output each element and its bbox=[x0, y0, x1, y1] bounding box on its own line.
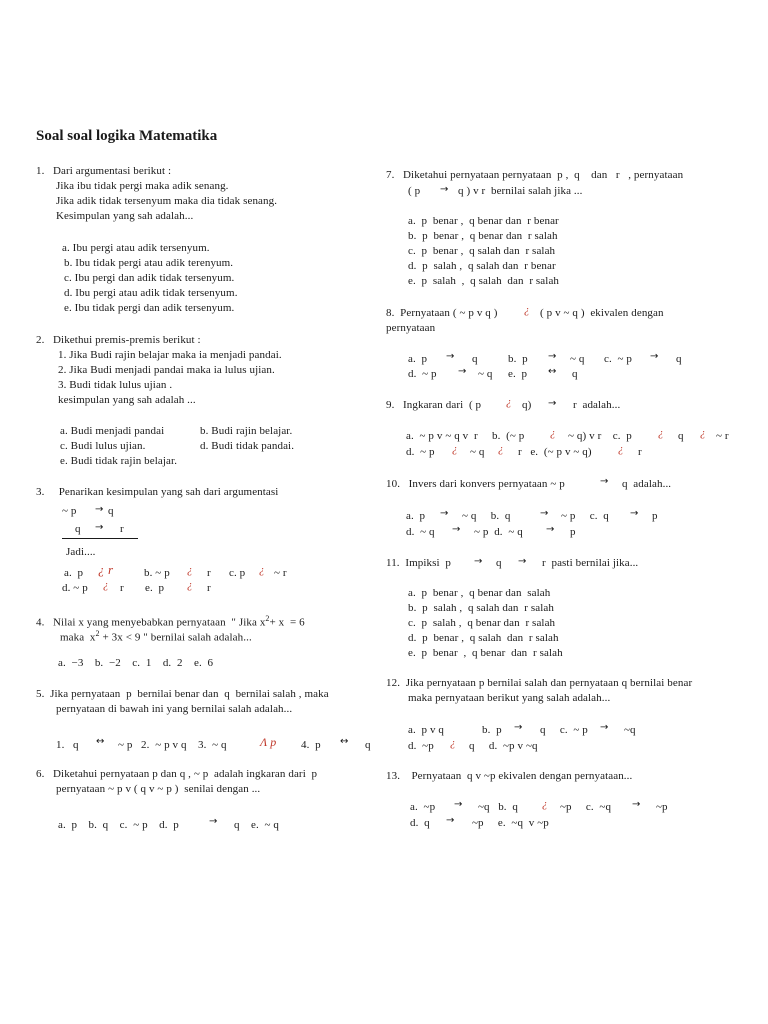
q10-row1-b: ~ q b. q bbox=[462, 510, 511, 522]
and-symbol-icon: ¿ bbox=[542, 798, 548, 810]
and-symbol-icon: ¿ bbox=[700, 427, 706, 439]
q11-stem: 11. Impiksi p bbox=[386, 557, 451, 569]
q3-premise-left: q bbox=[75, 523, 81, 535]
q9-row2: d. ~ p bbox=[406, 446, 435, 458]
q13-row1-d: ~p bbox=[656, 801, 668, 813]
q4-stem: 4. Nilai x yang menyebabkan pernyataan " Jika $x^2+ x = 6$ bbox=[36, 614, 305, 629]
q9-row2-b: ~ q bbox=[470, 446, 485, 458]
q5-line2: pernyataan di bawah ini yang bernilai salah adalah... bbox=[56, 703, 293, 715]
arrow-icon: → bbox=[474, 556, 483, 567]
q3-option-e: e. p bbox=[145, 582, 165, 594]
q7-option-c: c. p benar , q salah dan r salah bbox=[408, 245, 556, 257]
q10-row2-b: ~ p d. ~ q bbox=[474, 526, 523, 538]
arrow-icon: → bbox=[95, 504, 104, 515]
q7-option-a: a. p benar , q benar dan r benar bbox=[408, 215, 559, 227]
q9-row1-c: q bbox=[678, 430, 684, 442]
and-symbol-icon: ¿ bbox=[550, 427, 556, 439]
arrow-icon: → bbox=[440, 184, 449, 195]
and-symbol-icon: ¿ bbox=[506, 396, 512, 408]
arrow-icon: → bbox=[446, 815, 455, 826]
q10-row2-c: p bbox=[570, 526, 576, 538]
q9-row1: a. ~ p v ~ q v r b. (~ p bbox=[406, 430, 525, 442]
q3-option-d: d. ~ p bbox=[62, 582, 88, 594]
q9-stem-mid: q) bbox=[522, 399, 532, 411]
q8-line2: pernyataan bbox=[386, 322, 436, 334]
q5-options-mid: ~ p 2. ~ p v q 3. ~ q bbox=[118, 739, 227, 751]
q1-ask: Kesimpulan yang sah adalah... bbox=[56, 210, 194, 222]
q3-option-d-tail: r bbox=[120, 582, 124, 594]
q3-option-b-tail: r bbox=[207, 567, 211, 579]
q4-line2: maka $x^2 + 3x < 9$ " bernilai salah adalah... bbox=[60, 629, 252, 644]
and-symbol-icon: ¿ bbox=[450, 737, 456, 749]
q13-row1-c: ~p c. ~q bbox=[560, 801, 612, 813]
q12-stem: 12. Jika pernyataan p bernilai salah dan pernyataan q bernilai benar bbox=[386, 677, 693, 689]
and-symbol-icon: ¿ bbox=[103, 579, 109, 591]
q1-option-a: a. Ibu pergi atau adik tersenyum. bbox=[62, 242, 210, 254]
q6-options-tail: q e. ~ q bbox=[234, 819, 280, 831]
q8-option-a: a. p bbox=[408, 353, 428, 365]
q2-option-b: b. Budi rajin belajar. bbox=[200, 425, 293, 437]
q5-stem: 5. Jika pernyataan p bernilai benar dan q bernilai salah , maka bbox=[36, 688, 329, 700]
q7-option-e: e. p salah , q salah dan r salah bbox=[408, 275, 560, 287]
and-symbol-icon: ¿ bbox=[498, 443, 504, 455]
q1-option-e: e. Ibu tidak pergi dan adik tersenyum. bbox=[64, 302, 235, 314]
and-symbol-icon: ¿ bbox=[524, 304, 530, 316]
q1-option-c: c. Ibu pergi dan adik tidak tersenyum. bbox=[64, 272, 235, 284]
q2-option-c: c. Budi lulus ujian. bbox=[60, 440, 146, 452]
q8-option-d: d. ~ p bbox=[408, 368, 437, 380]
q9-row1-d: ~ r bbox=[716, 430, 729, 442]
q12-row1-b: b. p bbox=[482, 724, 502, 736]
q7-stem: 7. Diketahui pernyataan pernyataan p , q dan r , pernyataan bbox=[386, 169, 684, 181]
biconditional-icon: ↔ bbox=[548, 366, 557, 377]
q10-row1-d: p bbox=[652, 510, 658, 522]
arrow-icon: → bbox=[446, 351, 455, 362]
q1-stem: 1. Dari argumentasi berikut : bbox=[36, 165, 172, 177]
q4-options: a. −3 b. −2 c. 1 d. 2 e. 6 bbox=[58, 657, 214, 669]
and-symbol-icon: ¿ bbox=[187, 564, 193, 576]
arrow-icon: → bbox=[454, 799, 463, 810]
q3-premise-left: ~ p bbox=[62, 505, 77, 517]
q12-row1-c: q c. ~ p bbox=[540, 724, 588, 736]
and-symbol-icon: ¿ bbox=[452, 443, 458, 455]
q12-row2-a: d. ~p bbox=[408, 740, 434, 752]
and-symbol-icon: ¿ bbox=[259, 564, 265, 576]
q7-line2-tail: q ) v r bernilai salah jika ... bbox=[458, 185, 583, 197]
arrow-icon: → bbox=[458, 366, 467, 377]
q3-option-b: b. ~ p bbox=[144, 567, 170, 579]
q2-option-d: d. Budi tidak pandai. bbox=[200, 440, 295, 452]
arrow-icon: → bbox=[209, 816, 218, 827]
q9-stem-tail: r adalah... bbox=[573, 399, 621, 411]
q10-stem: 10. Invers dari konvers pernyataan ~ p bbox=[386, 478, 565, 490]
q1-option-d: d. Ibu pergi atau adik tidak tersenyum. bbox=[64, 287, 238, 299]
q13-row1-b: ~q b. q bbox=[478, 801, 518, 813]
q3-option-e-tail: r bbox=[207, 582, 211, 594]
q10-row1-c: ~ p c. q bbox=[561, 510, 609, 522]
q8-option-e-tail: q bbox=[572, 368, 578, 380]
biconditional-icon: ↔ bbox=[96, 736, 105, 747]
q8-option-a-tail: q bbox=[472, 353, 478, 365]
q5-option-4: 4. p bbox=[301, 739, 321, 751]
q1-premise: Jika adik tidak tersenyum maka dia tidak senang. bbox=[56, 195, 278, 207]
q2-premise: 3. Budi tidak lulus ujian . bbox=[58, 379, 173, 391]
q12-row2-b: q d. ~p v ~q bbox=[469, 740, 538, 752]
q8-option-b-tail: ~ q bbox=[570, 353, 585, 365]
q2-premise: 2. Jika Budi menjadi pandai maka ia lulus ujian. bbox=[58, 364, 275, 376]
q9-row2-d: r bbox=[638, 446, 642, 458]
q12-line2: maka pernyataan berikut yang salah adalah... bbox=[408, 692, 611, 704]
arrow-icon: → bbox=[630, 508, 639, 519]
q6-line2: pernyataan ~ p v ( q v ~ p ) senilai dengan ... bbox=[56, 783, 261, 795]
q12-row1-d: ~q bbox=[624, 724, 636, 736]
q2-option-e: e. Budi tidak rajin belajar. bbox=[60, 455, 178, 467]
q10-row2: d. ~ q bbox=[406, 526, 435, 538]
conclusion-divider bbox=[62, 538, 138, 539]
and-symbol-icon: ¿ bbox=[187, 579, 193, 591]
arrow-icon: → bbox=[514, 722, 523, 733]
q8-option-e: e. p bbox=[508, 368, 528, 380]
q13-row1-a: a. ~p bbox=[410, 801, 436, 813]
q5-option-1: 1. q bbox=[56, 739, 79, 751]
q2-ask: kesimpulan yang sah adalah ... bbox=[58, 394, 196, 406]
q11-option-c: c. p salah , q benar dan r salah bbox=[408, 617, 556, 629]
q7-line2: ( p bbox=[408, 185, 421, 197]
q8-option-d-tail: ~ q bbox=[478, 368, 493, 380]
q9-row2-c: r e. (~ p v ~ q) bbox=[518, 446, 592, 458]
q1-option-b: b. Ibu tidak pergi atau adik terenyum. bbox=[64, 257, 234, 269]
q13-stem: 13. Pernyataan q v ~p ekivalen dengan pernyataan... bbox=[386, 770, 633, 782]
q3-stem: 3. Penarikan kesimpulan yang sah dari argumentasi bbox=[36, 486, 279, 498]
arrow-icon: → bbox=[548, 351, 557, 362]
q3-option-c: c. p bbox=[229, 567, 246, 579]
q3-option-a: a. p bbox=[64, 567, 84, 579]
arrow-icon: → bbox=[95, 522, 104, 533]
q9-stem: 9. Ingkaran dari ( p bbox=[386, 399, 482, 411]
q7-option-b: b. p benar , q benar dan r salah bbox=[408, 230, 558, 242]
q8-option-b: b. p bbox=[508, 353, 528, 365]
q8-stem: 8. Pernyataan ( ~ p v q ) bbox=[386, 307, 498, 319]
arrow-icon: → bbox=[548, 398, 557, 409]
q5-option-4-tail: q bbox=[365, 739, 371, 751]
arrow-icon: → bbox=[546, 524, 555, 535]
q2-stem: 2. Dikethui premis-premis berikut : bbox=[36, 334, 201, 346]
q7-option-d: d. p salah , q salah dan r benar bbox=[408, 260, 556, 272]
q9-row1-mid: ~ q) v r c. p bbox=[568, 430, 632, 442]
q8-option-c-tail: q bbox=[676, 353, 682, 365]
q11-stem-tail: r pasti bernilai jika... bbox=[542, 557, 639, 569]
arrow-icon: → bbox=[600, 722, 609, 733]
q11-option-e: e. p benar , q benar dan r salah bbox=[408, 647, 563, 659]
q10-stem-tail: q adalah... bbox=[622, 478, 672, 490]
and-symbol-icon: ¿ bbox=[658, 427, 664, 439]
q11-option-d: d. p benar , q salah dan r salah bbox=[408, 632, 559, 644]
q13-row2-b: ~p e. ~q v ~p bbox=[472, 817, 549, 829]
q6-stem: 6. Diketahui pernyataan p dan q , ~ p adalah ingkaran dari p bbox=[36, 768, 318, 780]
q10-row1: a. p bbox=[406, 510, 426, 522]
q6-options: a. p b. q c. ~ p d. p bbox=[58, 819, 179, 831]
q11-option-a: a. p benar , q benar dan salah bbox=[408, 587, 551, 599]
q3-premise-right: q bbox=[108, 505, 114, 517]
arrow-icon: → bbox=[600, 476, 609, 487]
q12-row1-a: a. p v q bbox=[408, 724, 445, 736]
q3-option-c-tail: ~ r bbox=[274, 567, 287, 579]
arrow-icon: → bbox=[518, 556, 527, 567]
q11-option-b: b. p salah , q salah dan r salah bbox=[408, 602, 554, 614]
q8-stem-tail: ( p v ~ q ) ekivalen dengan bbox=[540, 307, 664, 319]
and-symbol-icon: ¿ r bbox=[98, 562, 114, 577]
q8-option-c: c. ~ p bbox=[604, 353, 633, 365]
arrow-icon: → bbox=[452, 524, 461, 535]
arrow-icon: → bbox=[540, 508, 549, 519]
q11-stem-mid: q bbox=[496, 557, 502, 569]
q2-premise: 1. Jika Budi rajin belajar maka ia menjadi pandai. bbox=[58, 349, 282, 361]
and-symbol-icon: ¿ bbox=[618, 443, 624, 455]
q13-row2-a: d. q bbox=[410, 817, 430, 829]
arrow-icon: → bbox=[632, 799, 641, 810]
q1-premise: Jika ibu tidak pergi maka adik senang. bbox=[56, 180, 229, 192]
arrow-icon: → bbox=[440, 508, 449, 519]
and-lambda-icon: Λ p bbox=[260, 735, 277, 749]
q2-option-a: a. Budi menjadi pandai bbox=[60, 425, 165, 437]
arrow-icon: → bbox=[650, 351, 659, 362]
q3-jadi: Jadi.... bbox=[66, 546, 96, 558]
q3-premise-right: r bbox=[120, 523, 124, 535]
page-title: Soal soal logika Matematika bbox=[36, 128, 218, 144]
biconditional-icon: ↔ bbox=[340, 736, 349, 747]
